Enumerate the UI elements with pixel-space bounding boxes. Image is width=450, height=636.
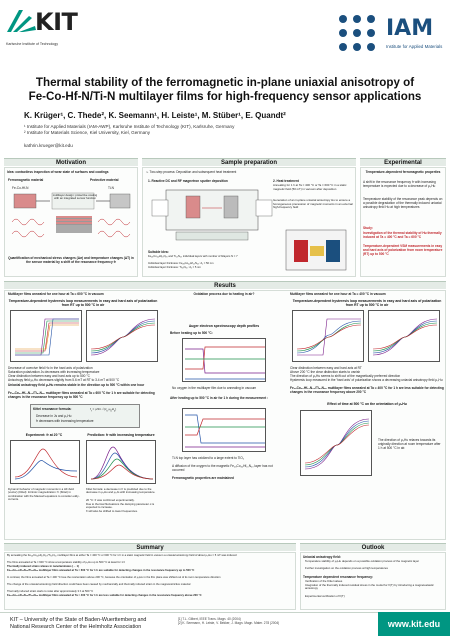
experimental-subtitle: Temperature-dependent ferromagnetic properties [365,170,441,174]
left-b3: Clear distinction between easy and hard axis up to 500 °C [8,374,90,378]
experimental-heading: Experimental [360,158,446,166]
experiment-svg [11,441,81,485]
annealing-diagram [284,226,350,274]
right-b4: Hysteresis loop measured in the 'hard axis' of polarization shows a decreasing uniaxial anisotropy field μ₀Hu [290,378,443,382]
outlook-h2: Temperature dependent resonance frequency: [303,575,374,579]
study-b2: Temperature-dependent VSM measurements in easy and hard axis of polarization from room temperature (RT) up to 500 °C [363,244,443,256]
experimental-b2: Temperature stability of the resonance peak depends on a possible degradation of the thermally induced uniaxial anisotropy field Hu at high temperatures [363,197,443,209]
before-label: Before heating up to 500 °C: [170,331,213,335]
mid-b3: Ferromagnetic properties are maintained [172,476,234,480]
study-label: Study: [363,226,373,230]
suitable-b2: Individual layer thickness: Fe₂₈Co₄₂Hf₁₀N₂₀: d₁ = 50 nm [148,262,214,265]
title-line-2: Fe-Co-Hf-N/Ti-N multilayer films for high-frequency sensor applications [28,90,422,103]
mid-b2: A diffusion of the oxygen to the magnetic Fe₂₈Co₄₂Hf₁₀N₂₀ layer has not occurred [172,464,273,472]
kit-subtitle: Karlsruhe Institute of Technology [6,42,59,46]
ferro-label: Ferromagnetic material [8,178,44,182]
footer-references [178,617,279,626]
protect-label: Protective material [90,178,119,182]
kittel-b2: fr decreases with increasing temperature [36,419,94,423]
aes-before-svg [183,339,267,383]
left-foot-4: Due to thermal fluctuations the damping parameter α is expected to increase. [86,502,155,510]
left-foot-1: Dynamic behavior of magnetic moments in a HF-field (vector) (Kittel): Intrinsic magnetization: fr (Kittel) in combination with the Maxwell equations to consider eddy-currents. [8,487,80,502]
suitable-b1: Fe₂₈Co₄₂Hf₁₀N₂₀ and Ti₅₀N₅₀ individual layers with number of bilayers N = 7 [148,255,238,258]
right-plot-title: Temperature-dependent hysteresis loop measurements in easy and hard axis of polarization from RT up to 500 °C in air [292,299,442,308]
suitable-label: Suitable idea: [148,250,169,254]
experiment-plot [10,440,80,484]
left-b2: Saturation polarization Js decreases with increasing temperature [8,370,100,374]
hysteresis-hard-svg [87,311,159,363]
kittel-b1: Decrease in Js and μ₀Hu [36,414,72,418]
right-b3: The direction of μ₀Hu seems to shift out of the magnetically preferred direction [290,374,401,378]
kittel-formula-title: Kittel resonance formula: [33,407,72,411]
two-step-text: ➢ Two-step process: Deposition and subsequent heat treatment [146,170,237,174]
right-b2: Above 200 °C the clear distinction starts to vanish [290,370,361,374]
right-b1: Clear distinction between easy and hard axis at RT [290,366,362,370]
reference-1: [1] T.L. Gilbert, IEEE Trans. Magn. 40 (2004) [178,617,241,621]
iam-subtitle: Institute for Applied Materials [386,44,443,49]
iam-logo-text: IAM [386,16,434,41]
kit-logo-icon [5,6,37,34]
right-hysteresis-hard-plot [368,310,440,362]
study-b1: Investigation of the thermal stability of Hu thermally induced at Ta = 400 °C and Ta = 600 °C [363,231,442,239]
footer-line-1: KIT – University of the State of Baden-Wuerttemberg and [10,617,147,623]
step-2-bullet-1: Annealing for 1 h at Ta = 400 °C or Ta = 600 °C in a static magnetic field (50 mT) in vacuum after deposition [273,183,347,191]
motivation-quant: Quantification of mechanical stress changes (Δσ) and temperature changes (ΔT) in the sensor material by a shift of the resonance frequency fr [8,256,134,264]
multilayer-note: multilayer design: protective coating with an integrated sensor function [52,193,98,201]
summary-b8: Fe₂₈Co₄₂Hf₁₀N₂₀/Ti₅₀N₅₀ multilayer films annealed at Ta = 400 °C for 1 h are less suitable for detecting changes in the resonance frequency above 200 °C [7,594,202,597]
right-subtitle: Effect of time at 500 °C on the orientation of μ₀Hu [327,402,407,406]
right-hysteresis-easy-plot [292,310,364,362]
left-foot-2: Kittel formula: a decrease in fr is predicted due to the decrease in μ₀Hu and μ₀Js with increasing temperature. [86,487,156,495]
summary-b2: The films annealed at Ta = 600 °C show a temperature stability of μ₀Hu up to 500 °C at least for 1 h [7,561,126,564]
prediction-plot [86,440,156,484]
step-2-bullet-2: Generation of an in-plane uniaxial anisotropy Hu to ensure a homogeneous precession of magnetic moments in an external high-frequency field [273,198,353,209]
motivation-idea: Idea: contactless inspection of wear state of surfaces and coatings [7,170,109,174]
summary-b6: The change of the uniaxial anisotropy field direction could have been caused by mechanically and thermally induced strain in the magnetostrictive material [7,583,191,586]
aes-after-svg [183,409,267,453]
summary-heading: Summary [4,543,296,551]
summary-b7: Thermally induced strain starts to relax after approximately 3 h at 500 °C [7,590,94,593]
footer-url-link[interactable]: www.kit.edu [378,612,450,636]
motivation-heading: Motivation [4,158,138,166]
summary-b3: Thermally induced strain relaxes in nanolaminates (→ 1) [7,565,79,568]
title-line-1: Thermal stability of the ferromagnetic in-plane uniaxial anisotropy of [35,76,415,89]
outlook-h1: Uniaxial anisotropy field: [303,555,341,559]
footer-line-2: National Research Center of the Helmholtz Association [10,624,142,630]
kit-logo-text: KIT [35,8,78,36]
sample-prep-heading: Sample preparation [142,158,356,166]
left-plot-title: Temperature-dependent hysteresis loop measurements in easy and hard axis of polarization from RT up to 500 °C in air [8,299,158,308]
experiment-title: Experiment: fr at 20 °C [25,433,63,437]
tin-label: Ti-N [108,186,114,190]
after-label: After heating up to 500 °C in air for 1 h during the measurement : [170,396,269,400]
summary-b4: Fe₂₈Co₄₂Hf₁₀N₂₀/Ti₅₀N₅₀ multilayer films annealed at Ta = 600 °C for 1 h are suitable for detecting changes in the resonance frequency up to 500 °C [7,569,195,572]
step-2: 2. Heat treatment [273,179,299,183]
poster-title [10,76,440,104]
prediction-title: Prediction: fr with increasing temperature [87,433,155,437]
aes-after-plot [182,408,266,452]
summary-b5: In contrast, the films annealed at Ta = 400 °C lose the reorientation above 200 °C, because the orientation of μ₀Hu in the film plane was shifted out of its room temperature direction [7,576,221,579]
right-hysteresis-hard-svg [369,311,441,363]
iam-logo-icon [334,10,380,56]
outlook-o2: Further investigation on the oxidation process at high temperatures [305,566,388,570]
iam-logo [334,10,444,58]
right-final: The direction of μ₀Hu relaxes towards its originally direction at room temperature after 1 h at 500 °C in air. [378,438,441,450]
kit-logo [5,6,95,40]
results-heading: Results [4,281,446,289]
outlook-o5: Experimental verification of fr(T) [305,594,345,598]
left-b6: Fe₂₈Co₄₂Hf₁₀N₂₀/Ti₅₀N₅₀ multilayer films annealed at Ta = 600 °C for 1 h are suitable for detecting changes in the resonance frequency up to 500 °C [8,391,155,399]
right-hysteresis-easy-svg [293,311,365,363]
sputter-diagram [146,186,276,248]
step-1: 1. Reactive DC and RF magnetron sputter deposition [148,179,228,183]
fecohfn-label: Fe-Co-Hf-N [12,186,29,190]
authors: K. Krüger¹, C. Thede², K. Seemann¹, H. Leiste¹, M. Stüber¹, E. Quandt² [24,111,286,120]
reference-2: [2] K. Seemann, H. Leiste, V. Bekker, J. Magn. Magn. Mater. 278 (2004) [178,621,280,626]
before-bullet: No oxygen in the multilayer film due to annealing in vacuum [172,386,257,390]
results-right-head: Multilayer films annealed for one hour at Ta = 400 °C in vacuum [290,292,386,296]
left-b4: Anisotropy field μ₀Hu decreases slightly from 5.6 mT at RT to 3.4 mT at 500 °C [8,378,120,382]
summary-b1: By annealing the Fe₂₈Co₄₂Hf₁₀N₂₀/Ti₅₀N₅₀ multilayer films at either Ta = 400 °C or 600 °C for 1 h in a static magnetic field in vacuum a uniaxial anisotropy field of about μ₀Hu = 5 mT was induced [7,554,237,557]
prediction-svg [87,441,157,485]
suitable-b3: Individual layer thickness: Ti₅₀N₅₀: d₂ = 5 nm [148,266,201,269]
right-b5: Fe₂₈Co₄₂Hf₁₀N₂₀/Ti₅₀N₅₀ multilayer films annealed at Ta = 400 °C for 1 h are less suitable for detecting changes in the resonance frequency above 200 °C [290,386,444,394]
footer-institution [10,617,146,631]
aes-title: Auger electron spectroscopy depth profiles [188,324,260,328]
left-foot-5: fr will also be shifted to lower frequencies. [86,509,138,513]
affiliation-1: ¹ Institute for Applied Materials (IAM-AWP), Karlsruhe Institute of Technology (KIT), Karlsruhe, Germany [24,124,235,129]
outlook-o3: Verification of the Kittel values [305,579,343,583]
kittel-formula-eq: $f_r = \gamma/2\pi\cdot√(J_s\cdot\mu_0H_u)$ [90,407,117,413]
left-b1: Decrease of coercive field Hc in the hard axis of polarization [8,366,93,370]
results-mid-head: Oxidation process due to heating in air? [193,292,255,296]
hysteresis-hard-plot [86,310,158,362]
mid-b1: Ti-N top layer has oxidized to a large extent to TiO₂ [172,456,244,460]
outlook-o4: Integration of the thermally induced residual stress in the model for fr(T) by introducing a magnetoelastic anisotropy [305,583,434,591]
aes-before-plot [182,338,266,382]
hysteresis-easy-svg [11,311,83,363]
time-effect-plot [300,410,372,476]
affiliation-2: ² Institute for Materials Science, Kiel University, Kiel, Germany [24,130,151,135]
outlook-o1: Temperature stability of μ₀Hu depends on a possible oxidation process of the magnetic layer [305,559,420,563]
left-b5: Uniaxial anisotropy field μ₀Hu remains stable in the direction up to 500 °C within one hour [8,383,145,387]
hysteresis-easy-plot [10,310,82,362]
time-effect-svg [301,411,373,477]
email-link[interactable]: kathrin.krueger@kit.edu [24,143,73,148]
outlook-heading: Outlook [300,543,446,551]
results-left-head: Multilayer films annealed for one hour at Ta = 600 °C in vacuum [8,292,104,296]
experimental-b1: A shift in the resonance frequency fr with increasing temperature is expected due to a decrease of μ₀Hu [363,180,436,188]
left-foot-3: 20 °C: fr was confirmed experimentally. [86,498,135,502]
